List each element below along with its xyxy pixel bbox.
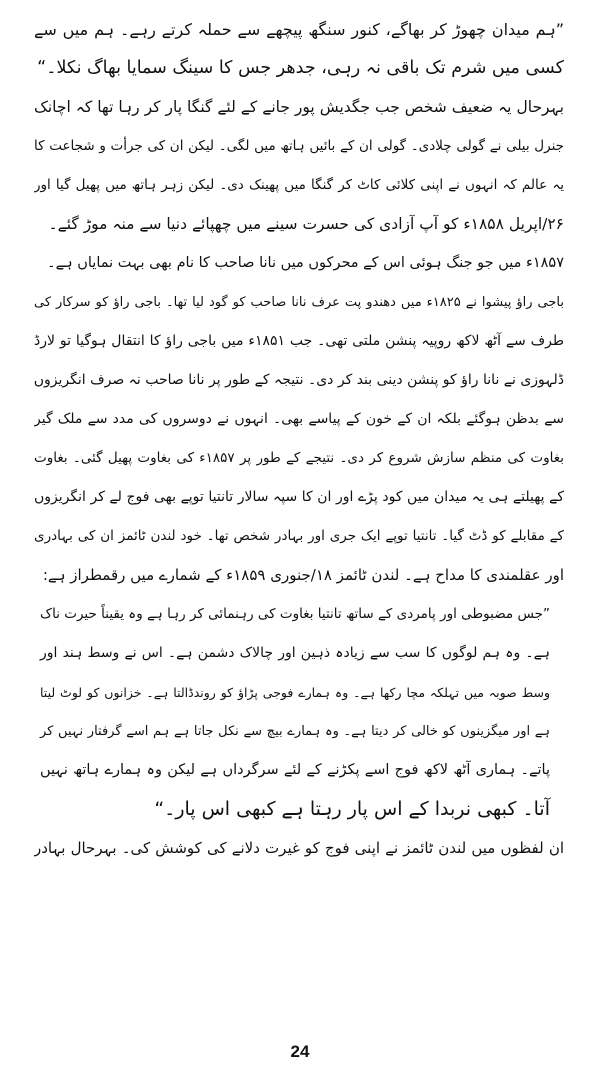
quote-opening	[34, 10, 564, 88]
quote-times-line-6: آتا۔ کبھی نربدا کے اس پار رہتا ہے کبھی اس پار۔“	[154, 798, 550, 820]
paragraph-kunwar-line-2: جنرل بیلی نے گولی چلادی۔ گولی ان کے بائیں ہاتھ میں لگی۔ لیکن ان کی جرأت و شجاعت کا	[34, 138, 564, 154]
paragraph-nana-line-8: اور عقلمندی کا مداح ہے۔ لندن ٹائمز ۱۸/جنوری ۱۸۵۹ء کے شمارے میں رقمطراز ہے:	[42, 566, 564, 584]
page-number: 24	[290, 1042, 310, 1061]
paragraph-closing	[34, 829, 564, 868]
paragraph-nana-sahib	[34, 283, 564, 595]
paragraph-closing-line-1: ان لفظوں میں لندن ٹائمز نے اپنی فوج کو غیرت دلانے کی کوشش کی۔ بہرحال بہادر	[34, 839, 564, 857]
quote-opening-line-2: کسی میں شرم تک باقی نہ رہی، جدھر جس کا سینگ سمایا بھاگ نکلا۔“	[37, 58, 564, 78]
paragraph-nana-line-3: ڈلہوزی نے نانا راؤ کو پنشن دینی بند کر دی۔ نتیجہ کے طور پر نانا صاحب نہ صرف انگریزوں	[34, 372, 564, 388]
quote-times-line-2: ہے۔ وہ ہم لوگوں کا سب سے زیادہ ذہین اور چالاک دشمن ہے۔ اس نے وسط ہند اور	[40, 645, 550, 661]
paragraph-kunwar-singh	[34, 88, 564, 244]
paragraph-nana-intro	[34, 244, 564, 283]
quote-times-line-3: وسط صوبہ میں تہلکہ مچا رکھا ہے۔ وہ ہمارے فوجی پڑاؤ کو روندڈالتا ہے۔ خزانوں کو لوٹ لیتا	[40, 685, 550, 700]
paragraph-nana-line-1: باجی راؤ پیشوا نے ۱۸۲۵ء میں دھندو پت عرف نانا صاحب کو گود لیا تھا۔ باجی راؤ کو سرکار کی	[34, 295, 564, 310]
paragraph-kunwar-line-4: ۲۶/اپریل ۱۸۵۸ء کو آپ آزادی کی حسرت سینے میں چھپائے دنیا سے منہ موڑ گئے۔	[48, 215, 564, 233]
paragraph-nana-line-5: بغاوت کی منظم سازش شروع کر دی۔ نتیجے کے طور پر ۱۸۵۷ء کی بغاوت پھیل گئی۔ بغاوت	[34, 450, 564, 466]
quote-london-times	[34, 595, 564, 829]
paragraph-nana-line-2: طرف سے آٹھ لاکھ روپیہ پنشن ملتی تھی۔ جب ۱۸۵۱ء میں باجی راؤ کا انتقال ہوگیا تو لارڈ	[34, 333, 564, 349]
paragraph-nana-line-6: کے پھیلتے ہی یہ میدان میں کود پڑے اور ان کا سپہ سالار تانتیا توپے بھی فوج لے کر انگریزوں	[34, 489, 564, 505]
quote-times-line-4: ہے اور میگزینوں کو خالی کر دیتا ہے۔ وہ ہمارے بیچ سے نکل جاتا ہے ہم اسے گرفتار نہیں کر	[40, 724, 550, 739]
paragraph-kunwar-line-1: بہرحال یہ ضعیف شخص جب جگدیش پور جانے کے لئے گنگا پار کر رہا تھا کہ اچانک	[34, 98, 564, 116]
paragraph-nana-line-7: کے مقابلے کو ڈٹ گیا۔ تانتیا توپے ایک جری اور بہادر شخص تھا۔ خود لندن ٹائمز ان کی بہادری	[34, 528, 564, 544]
quote-times-line-5: پاتے۔ ہماری آٹھ لاکھ فوج اسے پکڑنے کے لئے سرگرداں ہے لیکن وہ ہمارے ہاتھ نہیں	[40, 762, 550, 778]
paragraph-nana-line-4: سے بدظن ہوگئے بلکہ ان کے خون کے پیاسے بھی۔ انہوں نے دوسروں کی مدد سے ملک گیر	[34, 411, 564, 427]
quote-times-line-1: ”جس مضبوطی اور پامردی کے ساتھ تانتیا بغاوت کی رہنمائی کر رہا ہے وہ یقیناً حیرت ناک	[40, 606, 550, 622]
paragraph-kunwar-line-3: یہ عالم کہ انہوں نے اپنی کلائی کاٹ کر گنگا میں پھینک دی۔ لیکن زہر ہاتھ میں پھیل گیا اور	[34, 177, 564, 193]
paragraph-nana-intro-line-1: ۱۸۵۷ء میں جو جنگ ہوئی اس کے محرکوں میں نانا صاحب کا نام بھی بہت نمایاں ہے۔	[47, 255, 564, 271]
quote-opening-line-1: ”ہم میدان چھوڑ کر بھاگے، کنور سنگھ پیچھے سے حملہ کرتے رہے۔ ہم میں سے	[34, 20, 564, 39]
